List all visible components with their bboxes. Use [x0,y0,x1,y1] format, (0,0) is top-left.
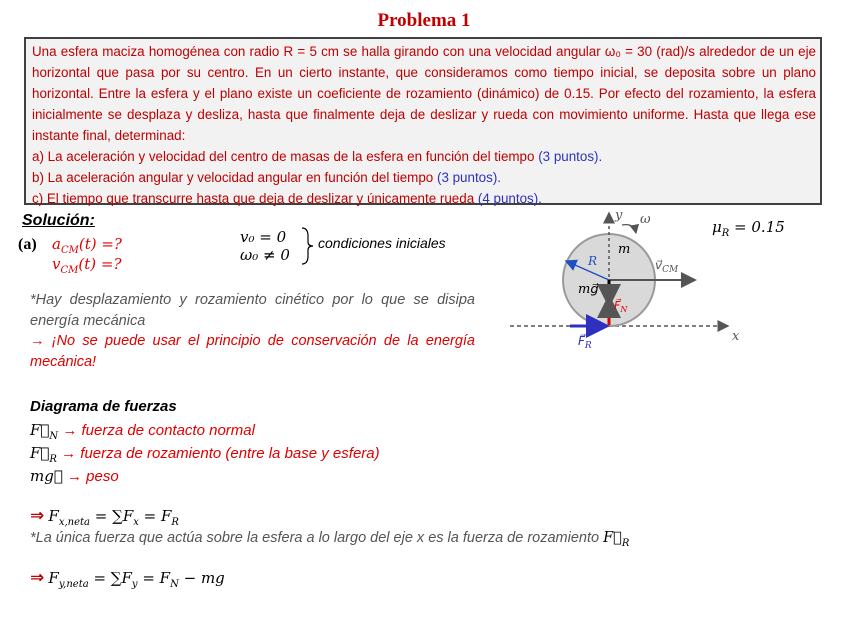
sphere-diagram [500,205,750,355]
fr-symbol: $F⃗_R$ [30,444,57,465]
init-omega0: ω₀ ≠ 0 [240,246,290,264]
arrow-icon: → [67,468,82,485]
question-b: b) La aceleración angular y velocidad angular en función del tiempo (3 puntos). [32,170,501,185]
part-label: (a) [18,236,37,253]
problem-paragraph: Una esfera maciza homogénea con radio R = 5 cm se halla girando con una velocidad angular ω₀ = 30 (rad)/s alrededor de un eje horizontal que pasa por su centro. En un cierto instante, que consideramos como tiempo inicial, se deposita sobre un plano horizontal. Entre la esfera y el plano existe un coeficiente de rozamiento (dinámico) de 0.15. Por efecto del rozamiento, la esfera inicialmente se desplaza y desliza, hasta que finalmente deja de deslizar y rueda con movimiento uniforme. Hasta que llega ese instante final, determinad: [32,44,816,143]
equation-x: ⇒ $F_{x,neta} = \sum F_x = F_R$ [30,506,179,528]
page-title: Problema 1 [377,10,471,31]
init-label: condiciones iniciales [318,235,446,251]
normal-force-label: $F⃗_N$ [614,299,628,314]
radius-label: R [588,254,598,268]
diagram-heading: Diagrama de fuerzas [30,398,177,415]
implies-icon: ⇒ [30,506,45,525]
equation-x-note: *La única fuerza que actúa sobre la esfera a lo largo del eje x es la fuerza de rozamiento $F⃗_R$ [30,530,630,549]
points-b: (3 puntos). [436,170,501,185]
note-no-energy: → ¡No se puede usar el principio de conservación de la energía mecánica! [30,333,475,370]
unknown-vcm: $v_{CM}(t)$ =? [52,255,122,276]
force-normal-row [30,421,255,442]
implies-icon: ⇒ [30,568,45,587]
fn-symbol: $F⃗_N$ [30,421,59,442]
y-axis-label: y [615,208,623,223]
force-weight-row [30,467,119,485]
brace-icon [300,226,316,266]
equation-y: ⇒ $F_{y,neta} = \sum F_y = F_N$ − mg [30,568,225,590]
problem-statement [24,37,822,205]
force-friction-desc: fuerza de rozamiento (entre la base y esfera) [80,445,380,462]
arrow-icon: → [62,422,78,439]
points-c: (4 puntos). [477,191,542,206]
x-axis-label: x [732,329,740,344]
mg-symbol: mg⃗ [30,467,63,485]
omega-arc-icon [622,225,636,233]
omega-label: ω [640,212,651,227]
friction-force-label: $F⃗_R$ [578,334,592,351]
force-normal-desc: fuerza de contacto normal [81,422,255,439]
mass-label: m [618,242,631,257]
solution-heading: Solución: [22,212,95,229]
weight-label: mg⃗ [578,282,599,297]
arrow-icon: → [61,445,77,462]
question-c: c) El tiempo que transcurre hasta que deja de deslizar y únicamente rueda (4 puntos). [32,191,542,206]
init-v0: v₀ = 0 [240,228,287,246]
points-a: (3 puntos). [538,149,603,164]
force-weight-desc: peso [86,468,119,485]
mu-label: $\mu_R = 0.15$ [712,218,785,239]
note-dissipation: *Hay desplazamiento y rozamiento cinético por lo que se disipa energía mecánica [30,292,475,329]
force-friction-row [30,444,380,465]
vcm-label: $v⃗_{CM}$ [655,258,679,275]
unknown-acm: $a_{CM}(t)$ =? [52,235,122,256]
question-a: a) La aceleración y velocidad del centro de masas de la esfera en función del tiempo (3 puntos). [32,149,603,164]
